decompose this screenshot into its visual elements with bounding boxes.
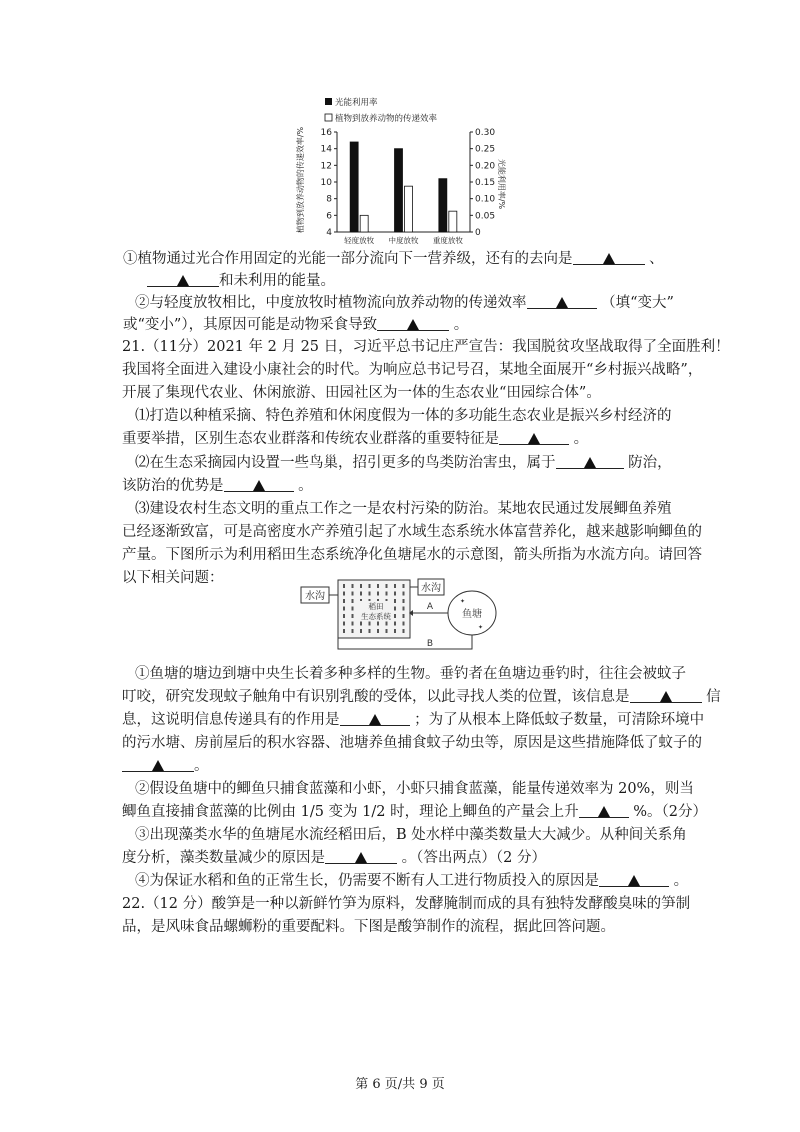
rice-plant-mark [377,592,379,596]
q21-text: 鲫鱼直接捕食蓝藻的比例由 1/5 变为 1/2 时，理论上鲫鱼的产量会上升 [122,804,579,820]
q21-sub-line-9 [122,847,546,869]
rice-plant-mark [360,592,362,596]
q21-text: 度分析，藻类数量减少的原因是 [122,850,325,866]
rice-plant-mark [403,584,405,588]
rice-plant-mark [377,622,379,626]
rice-plant-mark [394,592,396,596]
rice-plant-mark [343,592,345,596]
label-a: A [426,602,434,612]
q21-text: 叮咬，研究发现蚊子触角中有识别乳酸的受体，以此寻找人类的位置，该信息是 [122,689,630,705]
q21-text: 该防治的优势是 [122,478,224,494]
bar-transfer-0 [360,215,368,232]
rice-plant-mark [403,592,405,596]
label-b: B [426,639,434,649]
q21-text: 重要举措，区别生态农业群落和传统农业群落的重要特征是 [122,431,499,447]
q21-line-5 [122,428,588,450]
fish-icon: ✦ [478,624,484,631]
y-tick-left-label: 14 [320,144,332,155]
answer-blank[interactable] [556,452,624,469]
rice-plant-mark [386,629,388,633]
q21-text: 。 [573,431,589,447]
triangle-icon [660,691,672,702]
x-tick-labels [344,235,463,245]
q21-line-2: 我国将全面进入建设小康社会的时代。为响应总书记号召，某地全面展开“乡村振兴战略”， [122,362,703,378]
q21-sub-line-1: ①鱼塘的塘边到塘中央生长着多种多样的生物。垂钓者在鱼塘边垂钓时，往往会被蚊子 [135,666,686,682]
triangle-icon [598,806,610,817]
y-tick-left-label: 8 [326,194,332,205]
q21-text: ④为保证水稻和鱼的正常生长，仍需要不断有人工进行物质投入的原因是 [135,873,599,889]
y-ticks-left [321,128,337,238]
q21-text: 。 [673,873,689,889]
q20-text: 和未利用的能量。 [219,273,335,289]
x-tick-label: 重度放牧 [432,236,463,245]
rice-plant-mark [394,607,396,611]
q20-text: 、 [649,251,664,267]
bar-light-use-1 [395,149,403,232]
q22-line-2: 品，是风味食品螺蛳粉的重要配料。下图是酸笋制作的流程，据此回答问题。 [122,919,615,935]
q21-sub-line-8: ③出现藻类水华的鱼塘尾水流经稻田后，B 处水样中藻类数量大大减少。从种间关系角 [135,827,687,843]
q21-sub-line-4: 的污水塘、房前屋后的积水容器、池塘养鱼捕食蚊子幼虫等，原因是这些措施降低了蚊子的 [122,735,702,751]
triangle-icon [177,275,189,286]
rice-plant-mark [352,629,354,633]
x-tick-label: 轻度放牧 [344,236,375,245]
triangle-icon [584,457,596,468]
q21-text: 。（答出两点）（2 分） [401,850,546,866]
q21-sub-line-10 [135,870,688,892]
rice-plant-mark [352,622,354,626]
q21-line-8: ⑶建设农村生态文明的重点工作之一是农村污染的防治。某地农民通过发展鲫鱼养殖 [135,501,672,517]
y-tick-right-label: 0.15 [475,178,496,188]
q21-sub-line-5 [122,755,209,777]
triangle-icon [152,760,164,771]
q21-text: ⑵在生态采摘园内设置一些鸟巢，招引更多的鸟类防治害虫，属于 [135,455,556,471]
q21-text: 信 [706,689,721,705]
rice-plant-mark [352,607,354,611]
y-axis-label-left: 植物到放养动物的传递效率/% [296,126,305,234]
rice-plant-mark [403,629,405,633]
rice-plant-mark [352,592,354,596]
rice-plant-mark [394,584,396,588]
rice-plant-mark [352,584,354,588]
rice-plant-mark [403,607,405,611]
triangle-icon [628,875,640,886]
y-tick-left-label: 10 [320,178,332,188]
y-tick-right-label: 0.10 [475,194,496,205]
answer-blank[interactable] [377,314,449,331]
q20-line-2 [147,270,335,292]
q21-text: 防治， [628,455,672,471]
rice-plant-mark [394,622,396,626]
q21-line-1: 21.（11分）2021 年 2 月 25 日，习近平总书记庄严宣告：我国脱贫攻坚战取得了全面胜利！ [122,339,730,355]
q21-text: 。 [194,758,209,774]
answer-blank[interactable] [122,755,194,772]
y-tick-right-label: 0.20 [475,161,496,172]
bar-chart [285,92,515,252]
pond-label: 鱼塘 [462,609,482,620]
triangle-icon [603,253,615,264]
q21-line-7 [122,475,313,497]
answer-blank[interactable] [499,428,569,445]
y-ticks-right [470,128,495,238]
x-tick-label: 中度放牧 [388,236,419,245]
rice-plant-mark [386,592,388,596]
bar-light-use-0 [350,142,358,232]
chart-bars [350,142,457,232]
rice-plant-mark [369,622,371,626]
y-tick-right-label: 0.25 [475,144,496,155]
rice-plant-mark [343,614,345,618]
q20-text: 或“变小”），其原因可能是动物采食导致 [123,317,378,333]
triangle-icon [556,297,568,308]
y-tick-right-label: 0.05 [475,211,496,222]
rice-plant-mark [403,614,405,618]
bar-transfer-1 [405,186,413,232]
rice-plant-mark [394,599,396,603]
answer-blank[interactable] [224,475,294,492]
q20-text: ①植物通过光合作用固定的光能一部分流向下一营养级，还有的去向是 [123,251,573,267]
legend-swatch-transfer [325,114,332,121]
bar-light-use-2 [439,179,447,232]
triangle-icon [528,433,540,444]
triangle-icon [253,480,265,491]
rice-plant-mark [377,584,379,588]
rice-plant-mark [360,629,362,633]
ditch-right-label: 水沟 [421,583,441,594]
rice-plant-mark [360,584,362,588]
rice-plant-mark [343,599,345,603]
answer-blank[interactable] [147,270,219,287]
rice-plant-mark [360,622,362,626]
y-tick-left-label: 16 [320,128,332,138]
triangle-icon [407,319,419,330]
y-axis-label-right: 光能利用率/% [497,158,506,210]
answer-blank[interactable] [599,870,669,887]
q21-sub-line-2 [122,686,721,708]
y-tick-right-label: 0.30 [475,128,496,138]
fish-icon: ✦ [460,598,466,605]
q20-line-4 [123,314,468,336]
rice-plant-mark [386,622,388,626]
triangle-icon [355,852,367,863]
rice-plant-mark [377,629,379,633]
y-tick-left-label: 12 [320,161,332,172]
rice-plant-mark [343,607,345,611]
y-tick-right-label: 0 [475,228,481,238]
rice-plant-mark [403,599,405,603]
rice-plant-mark [394,614,396,618]
chart-legend [325,97,438,124]
y-tick-left-label: 4 [326,228,332,238]
q21-line-3: 开展了集现代农业、休闲旅游、田园社区为一体的生态农业“田园综合体”。 [122,385,601,401]
q21-line-4: ⑴打造以种植采摘、特色养殖和休闲度假为一体的多功能生态农业是振兴乡村经济的 [135,408,672,424]
rice-plant-mark [369,592,371,596]
rice-plant-mark [394,629,396,633]
rice-plant-mark [369,584,371,588]
q20-line-3 [135,292,674,314]
answer-blank[interactable] [579,801,629,818]
y-tick-left-label: 6 [326,211,332,222]
q21-text: ；为了从根本上降低蚊子数量，可清除环境中 [414,712,705,728]
q21-sub-line-6: ②假设鱼塘中的鲫鱼只捕食蓝藻和小虾，小虾只捕食蓝藻，能量传递效率为 20%，则当 [135,781,694,797]
ditch-left-label: 水沟 [305,591,325,602]
legend-swatch-light-use [325,98,332,105]
q21-sub-line-3 [122,709,704,731]
rice-plant-mark [369,629,371,633]
answer-blank[interactable] [573,248,645,265]
page-footer: 第 6 页/共 9 页 [355,1077,445,1092]
paddy-pond-diagram [300,575,500,655]
q22-line-1: 22.（12 分）酸笋是一种以新鲜竹笋为原料，发酵腌制而成的具有独特发酵酸臭味的笋制 [122,896,691,912]
q21-line-9: 已经逐渐致富，可是高密度水产养殖引起了水域生态系统水体富营养化，越来越影响鲫鱼的 [122,524,702,540]
bar-transfer-2 [449,211,457,232]
legend-label-light-use: 光能利用率 [335,98,378,108]
q21-text: 息，这说明信息传递具有的作用是 [122,712,340,728]
q20-line-1 [123,248,664,270]
triangle-icon [369,714,381,725]
paddy-label-2: 生态系统 [361,612,391,621]
rice-plant-mark [352,614,354,618]
q21-line-11: 以下相关问题： [122,570,224,586]
paddy-label-1: 稻田 [368,602,384,611]
q21-line-6 [135,452,672,474]
rice-plant-mark [343,622,345,626]
answer-blank[interactable] [630,686,702,703]
q20-text: （填“变大” [601,295,674,311]
q21-line-10: 产量。下图所示为利用稻田生态系统净化鱼塘尾水的示意图，箭头所指为水流方向。请回答 [122,547,702,563]
q21-text: %。（2分） [633,804,707,820]
answer-blank[interactable] [340,709,410,726]
q21-text: 。 [298,478,313,494]
rice-plant-mark [343,629,345,633]
rice-plant-mark [343,584,345,588]
legend-label-transfer: 植物到放养动物的传递效率 [335,114,438,124]
q20-text: ②与轻度放牧相比，中度放牧时植物流向放养动物的传递效率 [135,295,527,311]
answer-blank[interactable] [527,292,597,309]
rice-plant-mark [386,584,388,588]
q20-text: 。 [453,317,469,333]
rice-plant-mark [352,599,354,603]
answer-blank[interactable] [325,847,397,864]
q21-sub-line-7 [122,801,707,823]
rice-plant-mark [403,622,405,626]
